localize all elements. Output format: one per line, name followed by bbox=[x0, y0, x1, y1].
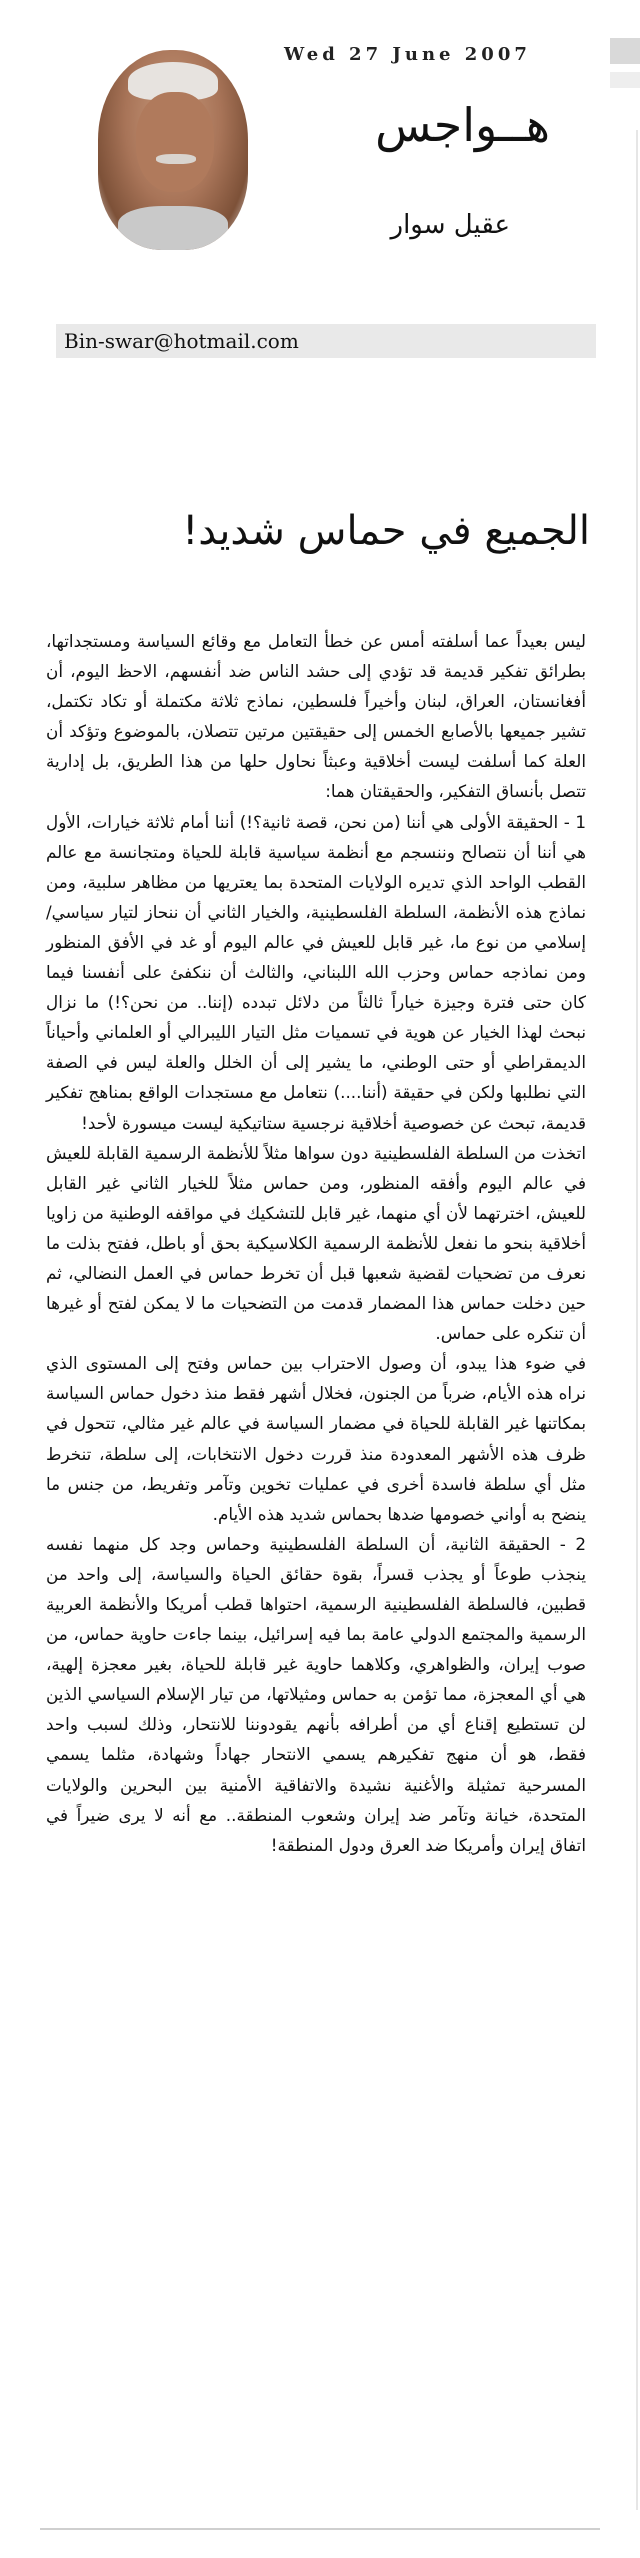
article-title: الجميع في حماس شديد! bbox=[182, 508, 590, 554]
column-title: هــواجس bbox=[375, 98, 550, 152]
author-photo bbox=[98, 50, 248, 250]
author-email[interactable]: Bin-swar@hotmail.com bbox=[64, 329, 299, 353]
article-paragraph: 2 - الحقيقة الثانية، أن السلطة الفلسطينية وحماس وجد كل منهما نفسه ينجذب طوعاً أو يجذب قسراً، بقوة حقائق الحياة والسياسة، إلى واحد من قطبين، فالسلطة الفلسطينية الرسمية، احتواها قطب أمريكا والأنظمة العربية الرسمية والمجتمع الدولي عامة بما فيه إسرائيل، بينما جاءت حاوية حماس، من صوب إيران، والظواهري، وكلاهما حاوية غير قابلة للحياة، بغير معجزة إلهية، هي أي المعجزة، مما تؤمن به حماس ومثيلاتها، من تيار الإسلام السياسي الذين لن تستطيع إقناع أي من أطرافه بأنهم يقودوننا للانتحار، وذلك لسبب واحد فقط، هو أن منهج تفكيرهم يسمي الانتحار جهاداً وشهادة، مثلما يسمي المسرحية تمثيلة والأغنية نشيدة والاتفاقية الأمنية بين البحرين والولايات المتحدة، خيانة وتآمر ضد إيران وشعوب المنطقة.. مع أنه لا يرى ضيراً في اتفاق إيران وأمريكا ضد العرق ودول المنطقة! bbox=[46, 1533, 586, 1855]
article-paragraph: في ضوء هذا يبدو، أن وصول الاحتراب بين حماس وفتح إلى المستوى الذي نراه هذه الأيام، ضرباً من الجنون، فخلال أشهر فقط منذ دخول حماس السياسة بمكاتنها غير القابلة للحياة في مضمار السياسة في عالم غير مثالي، تتحول في ظرف هذه الأشهر المعدودة منذ قررت دخول الانتخابات، إلى سلطة، تنخرط مثل أي سلطة فاسدة أخرى في عمليات تخوين وتآمر وتفريط، من جنس ما ينضح به أواني خصومها ضدها بحماس شديد هذه الأيام. bbox=[46, 1353, 586, 1524]
article-paragraph: 1 - الحقيقة الأولى هي أننا (من نحن، قصة ثانية؟!) أننا أمام ثلاثة خيارات، الأول هي أننا أن نتصالح وننسجم مع أنظمة سياسية قابلة للحياة ومتجانسة مع عالم القطب الواحد الذي تديره الولايات المتحدة بما يعتريها من مظاهر سلبية، ومن نماذج هذه الأنظمة، السلطة الفلسطينية، والخيار الثاني أن ننحاز لتيار سياسي/ إسلامي من نوع ما، غير قابل للعيش في عالم اليوم أو غد في الأفق المنظور ومن نماذجه حماس وحزب الله اللبناني، والثالث أن ننكفئ على أنفسنا فيما كان حتى فترة وجيزة خياراً ثالثاً من دلائل تبدده (إننا.. من نحن؟!) ما نزال نبحث لهذا الخيار عن هوية في تسميات مثل التيار الليبرالي أو العلماني وأحياناً الديمقراطي أو حتى الوطني، ما يشير إلى أن الخلل والعلة ليس في الصفة التي نطلبها ولكن في حقيقة (أننا....) نتعامل مع مستجدات الواقع بمناهج تفكير قديمة، تبحث عن خصوصية أخلاقية نرجسية ستاتيكية ليست ميسورة لأحد! bbox=[46, 811, 586, 1133]
gutter-block bbox=[610, 72, 640, 88]
article-body bbox=[46, 626, 586, 1860]
gutter-block bbox=[610, 38, 640, 64]
gutter-divider bbox=[636, 130, 638, 2510]
publication-date: Wed 27 June 2007 bbox=[284, 44, 531, 65]
article-paragraph: اتخذت من السلطة الفلسطينية دون سواها مثلاً للأنظمة الرسمية القابلة للعيش في عالم اليوم وأفقه المنظور، ومن حماس مثلاً للخيار الثاني غير القابل للعيش، اخترتهما لأن أي منهما، غير قابل للتشكيك في مواقفه الوطنية من زاويا أخلاقية بنحو ما نفعل للأنظمة الرسمية الكلاسيكية بحق أو باطل، ففتح بذلت ما نعرف من تضحيات لقضية شعبها قبل أن تخرط حماس في العمل النضالي، ثم حين دخلت حماس هذا المضمار قدمت من التضحيات ما لا يمكن لفتح أو غيرها أن تنكره على حماس. bbox=[46, 1142, 586, 1344]
right-gutter bbox=[610, 0, 640, 2558]
email-bar bbox=[56, 324, 596, 358]
footer-divider bbox=[40, 2528, 600, 2530]
article-paragraph: ليس بعيداً عما أسلفته أمس عن خطأ التعامل مع وقائع السياسة ومستجداتها، بطرائق تفكير قديمة قد تؤدي إلى حشد الناس ضد أنفسهم، الاحظ اليوم، أن أفغانستان، العراق، لبنان وأخيراً فلسطين، نماذج ثلاثة مكتملة أو تكاد تكتمل، تشير جميعها بالأصابع الخمس إلى حقيقتين مرتين تتصلان، بالموضوع وتؤكد أن العلة كما أسلفت ليست أخلاقية وعبثاً نحاول حلها من هذا الطريق، بل إدارية تتصل بأنساق التفكير، والحقيقتان هما: bbox=[46, 631, 586, 802]
author-name: عقيل سوار bbox=[390, 210, 510, 240]
